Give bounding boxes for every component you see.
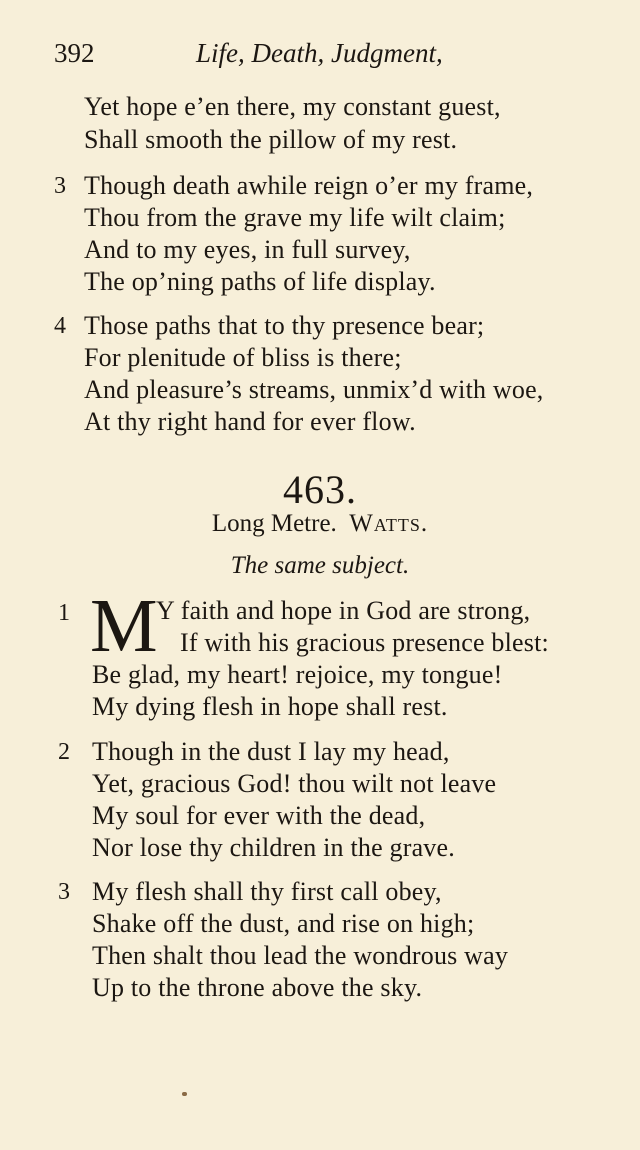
hymn-number: 463. bbox=[283, 467, 357, 512]
continuation-line: Yet hope e’en there, my constant guest, bbox=[84, 92, 501, 121]
page-number: 392 bbox=[54, 38, 95, 68]
verse-line: For plenitude of bliss is there; bbox=[84, 343, 402, 372]
verse-line: Though in the dust I lay my head, bbox=[92, 737, 450, 766]
verse-line: And to my eyes, in full survey, bbox=[84, 235, 411, 264]
verse-line: Thou from the grave my life wilt claim; bbox=[84, 203, 506, 232]
hymn-author: Watts. bbox=[349, 510, 429, 537]
verse-line: And pleasure’s streams, unmix’d with woe, bbox=[84, 375, 544, 404]
verse-line: Yet, gracious God! thou wilt not leave bbox=[92, 769, 497, 798]
verse-line: Up to the throne above the sky. bbox=[92, 973, 423, 1002]
hymn-meter: Long Metre. bbox=[211, 510, 337, 537]
verse-line: My soul for ever with the dead, bbox=[92, 801, 426, 830]
verse-line: Shake off the dust, and rise on high; bbox=[92, 909, 475, 938]
drop-cap: M bbox=[90, 584, 158, 668]
verse-number: 1 bbox=[58, 600, 70, 626]
verse-line: My flesh shall thy first call obey, bbox=[92, 877, 442, 906]
hymn-subject: The same subject. bbox=[230, 552, 410, 579]
verse-line: Those paths that to thy presence bear; bbox=[84, 311, 485, 340]
hymn-meter-line bbox=[0, 510, 640, 538]
continuation-line: Shall smooth the pillow of my rest. bbox=[84, 125, 458, 154]
verse-line: The op’ning paths of life display. bbox=[84, 267, 436, 296]
verse-number: 4 bbox=[54, 313, 66, 339]
verse-line: At thy right hand for ever flow. bbox=[84, 407, 416, 436]
verse-number: 3 bbox=[54, 173, 66, 199]
verse-line: Then shalt thou lead the wondrous way bbox=[92, 941, 509, 970]
verse-line: Y faith and hope in God are strong, bbox=[156, 596, 531, 625]
verse-number: 3 bbox=[58, 879, 70, 905]
running-title: Life, Death, Judgment, bbox=[196, 38, 443, 68]
verse-number: 2 bbox=[58, 739, 70, 765]
verse-line: Though death awhile reign o’er my frame, bbox=[84, 171, 534, 200]
verse-line: Nor lose thy children in the grave. bbox=[92, 833, 455, 862]
verse-line: Be glad, my heart! rejoice, my tongue! bbox=[92, 660, 503, 689]
ink-speck bbox=[182, 1092, 187, 1096]
verse-line: If with his gracious presence blest: bbox=[180, 628, 549, 657]
verse-line: My dying flesh in hope shall rest. bbox=[92, 692, 448, 721]
page-header bbox=[54, 38, 443, 69]
